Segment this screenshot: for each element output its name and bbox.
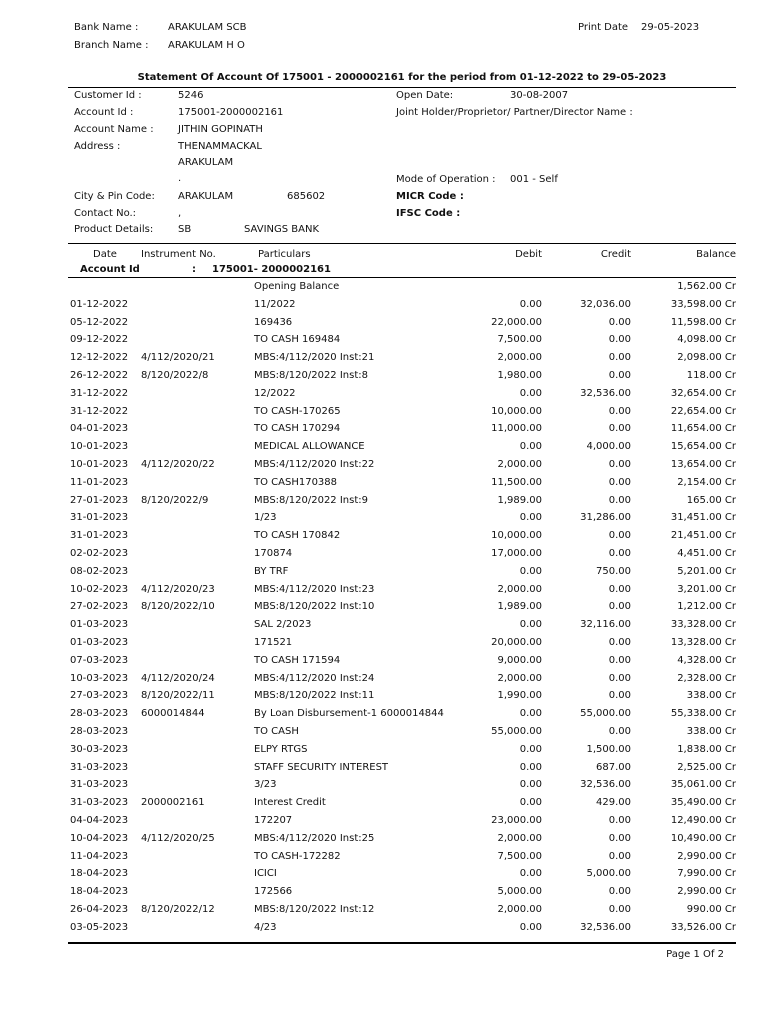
balance-cell: 1,562.00 Cr: [677, 281, 736, 292]
instrument-cell: 6000014844: [141, 708, 205, 720]
balance-cell: 2,098.00 Cr: [677, 352, 736, 364]
credit-cell: 32,116.00: [580, 619, 631, 631]
date-cell: 11-04-2023: [70, 850, 129, 862]
date-cell: 26-04-2023: [70, 904, 129, 915]
particulars-cell: MBS:8/120/2022 Inst:11: [254, 690, 375, 702]
balance-cell: 10,490.00 Cr: [670, 832, 736, 844]
account-name: JITHIN GOPINATH: [178, 124, 263, 135]
table-row: [0, 281, 768, 299]
table-row: [0, 868, 768, 886]
balance-cell: 2,990.00 Cr: [677, 850, 736, 862]
debit-cell: 9,000.00: [497, 654, 542, 666]
instrument-cell: 4/112/2020/22: [141, 459, 215, 470]
date-cell: 31-12-2022: [70, 405, 129, 417]
debit-cell: 10,000.00: [491, 405, 542, 417]
credit-cell: 32,536.00: [580, 779, 631, 791]
debit-cell: 0.00: [519, 565, 542, 577]
debit-cell: 7,500.00: [497, 850, 542, 862]
table-row: [0, 637, 768, 655]
debit-cell: 0.00: [519, 797, 542, 809]
balance-cell: 4,451.00 Cr: [677, 548, 736, 559]
particulars-cell: 4/23: [254, 921, 277, 933]
table-row: [0, 406, 768, 424]
balance-cell: 33,526.00 Cr: [670, 921, 736, 933]
instrument-cell: 4/112/2020/21: [141, 352, 215, 364]
product-code: SB: [178, 224, 192, 235]
header-date: Date: [93, 249, 117, 260]
open-date-label: Open Date:: [396, 90, 454, 101]
date-cell: 10-02-2023: [70, 583, 129, 595]
balance-cell: 165.00 Cr: [686, 494, 736, 506]
credit-cell: 0.00: [608, 494, 631, 506]
date-cell: 01-12-2022: [70, 298, 129, 310]
particulars-cell: MBS:4/112/2020 Inst:22: [254, 459, 375, 470]
credit-cell: 0.00: [608, 654, 631, 666]
print-date: 29-05-2023: [641, 22, 700, 33]
account-row-label: Account Id: [80, 264, 140, 275]
credit-cell: 0.00: [608, 459, 631, 470]
table-row: [0, 655, 768, 673]
particulars-cell: STAFF SECURITY INTEREST: [254, 761, 389, 773]
balance-cell: 2,990.00 Cr: [677, 886, 736, 898]
debit-cell: 1,980.00: [497, 370, 542, 381]
table-row: [0, 851, 768, 869]
particulars-cell: MBS:8/120/2022 Inst:9: [254, 494, 368, 506]
balance-cell: 33,328.00 Cr: [670, 619, 736, 631]
credit-cell: 0.00: [608, 316, 631, 328]
date-cell: 31-12-2022: [70, 387, 129, 399]
credit-cell: 32,536.00: [580, 387, 631, 399]
particulars-cell: 169436: [254, 316, 293, 328]
balance-cell: 35,061.00 Cr: [670, 779, 736, 791]
debit-cell: 2,000.00: [497, 832, 542, 844]
city: ARAKULAM: [178, 191, 234, 202]
balance-cell: 7,990.00 Cr: [677, 868, 736, 880]
table-row: [0, 317, 768, 335]
balance-cell: 11,598.00 Cr: [670, 316, 736, 328]
debit-cell: 1,989.00: [497, 494, 542, 506]
balance-cell: 3,201.00 Cr: [677, 583, 736, 595]
debit-cell: 0.00: [519, 868, 542, 880]
date-cell: 01-03-2023: [70, 619, 129, 631]
table-row: [0, 477, 768, 495]
credit-cell: 31,286.00: [580, 512, 631, 524]
particulars-cell: MBS:4/112/2020 Inst:23: [254, 583, 375, 595]
table-row: [0, 922, 768, 940]
date-cell: 04-04-2023: [70, 815, 129, 826]
instrument-cell: 8/120/2022/12: [141, 904, 215, 915]
credit-cell: 32,536.00: [580, 921, 631, 933]
credit-cell: 750.00: [596, 565, 631, 577]
table-bottom-divider: [68, 942, 736, 944]
date-cell: 27-02-2023: [70, 601, 129, 613]
particulars-cell: ELPY RTGS: [254, 743, 308, 755]
debit-cell: 20,000.00: [491, 637, 542, 648]
table-row: [0, 584, 768, 602]
table-row: [0, 423, 768, 441]
debit-cell: 2,000.00: [497, 672, 542, 684]
debit-cell: 0.00: [519, 743, 542, 755]
credit-cell: 687.00: [596, 761, 631, 773]
credit-cell: 0.00: [608, 726, 631, 737]
credit-cell: 4,000.00: [586, 441, 631, 453]
balance-cell: 118.00 Cr: [686, 370, 736, 381]
table-row: [0, 495, 768, 513]
particulars-cell: TO CASH 170294: [254, 423, 341, 435]
date-cell: 10-03-2023: [70, 672, 129, 684]
debit-cell: 2,000.00: [497, 459, 542, 470]
particulars-cell: MBS:8/120/2022 Inst:8: [254, 370, 368, 381]
account-row-separator: :: [192, 264, 196, 275]
address-label: Address :: [74, 141, 121, 152]
credit-cell: 5,000.00: [586, 868, 631, 880]
particulars-cell: TO CASH 170842: [254, 530, 341, 542]
credit-cell: 0.00: [608, 637, 631, 648]
date-cell: 27-03-2023: [70, 690, 129, 702]
balance-cell: 1,838.00 Cr: [677, 743, 736, 755]
instrument-cell: 8/120/2022/9: [141, 494, 209, 506]
instrument-cell: 4/112/2020/24: [141, 672, 215, 684]
credit-cell: 0.00: [608, 690, 631, 702]
debit-cell: 1,990.00: [497, 690, 542, 702]
particulars-cell: MBS:4/112/2020 Inst:21: [254, 352, 375, 364]
table-row: [0, 512, 768, 530]
account-row-value: 175001- 2000002161: [212, 264, 331, 275]
mode-of-operation: 001 - Self: [510, 174, 558, 185]
balance-cell: 21,451.00 Cr: [670, 530, 736, 542]
date-cell: 08-02-2023: [70, 565, 129, 577]
table-row: [0, 673, 768, 691]
balance-cell: 2,328.00 Cr: [677, 672, 736, 684]
table-row: [0, 619, 768, 637]
particulars-cell: SAL 2/2023: [254, 619, 312, 631]
date-cell: 31-01-2023: [70, 512, 129, 524]
credit-cell: 429.00: [596, 797, 631, 809]
credit-cell: 32,036.00: [580, 298, 631, 310]
credit-cell: 0.00: [608, 832, 631, 844]
particulars-cell: Interest Credit: [254, 797, 326, 809]
debit-cell: 1,989.00: [497, 601, 542, 613]
header-debit: Debit: [515, 249, 542, 260]
date-cell: 31-01-2023: [70, 530, 129, 542]
table-row: [0, 904, 768, 922]
table-row: [0, 690, 768, 708]
bank-name-label: Bank Name :: [74, 22, 139, 33]
credit-cell: 0.00: [608, 904, 631, 915]
account-name-label: Account Name :: [74, 124, 154, 135]
balance-cell: 22,654.00 Cr: [670, 405, 736, 417]
header-credit: Credit: [600, 249, 631, 260]
contact-value: ,: [178, 208, 182, 219]
date-cell: 09-12-2022: [70, 334, 129, 346]
date-cell: 03-05-2023: [70, 921, 129, 933]
open-date: 30-08-2007: [510, 90, 569, 101]
particulars-cell: 12/2022: [254, 387, 296, 399]
debit-cell: 11,000.00: [491, 423, 542, 435]
credit-cell: 0.00: [608, 850, 631, 862]
date-cell: 31-03-2023: [70, 779, 129, 791]
contact-label: Contact No.:: [74, 208, 137, 219]
date-cell: 04-01-2023: [70, 423, 129, 435]
joint-holder-label: Joint Holder/Proprietor/ Partner/Director Name :: [396, 107, 633, 118]
debit-cell: 2,000.00: [497, 904, 542, 915]
header-balance: Balance: [696, 249, 736, 260]
particulars-cell: 171521: [254, 637, 293, 648]
debit-cell: 55,000.00: [491, 726, 542, 737]
table-row: [0, 886, 768, 904]
credit-cell: 55,000.00: [580, 708, 631, 720]
table-row: [0, 744, 768, 762]
particulars-cell: TO CASH-170265: [254, 405, 341, 417]
debit-cell: 0.00: [519, 441, 542, 453]
page-number: Page 1 Of 2: [666, 949, 724, 960]
balance-cell: 2,525.00 Cr: [677, 761, 736, 773]
debit-cell: 5,000.00: [497, 886, 542, 898]
customer-id: 5246: [178, 90, 204, 101]
mode-of-operation-label: Mode of Operation :: [396, 174, 496, 185]
particulars-cell: BY TRF: [254, 565, 289, 577]
debit-cell: 23,000.00: [491, 815, 542, 826]
product-name: SAVINGS BANK: [244, 224, 320, 235]
date-cell: 10-01-2023: [70, 459, 129, 470]
balance-cell: 4,098.00 Cr: [677, 334, 736, 346]
credit-cell: 0.00: [608, 370, 631, 381]
credit-cell: 0.00: [608, 334, 631, 346]
table-row: [0, 566, 768, 584]
credit-cell: 0.00: [608, 672, 631, 684]
particulars-cell: TO CASH-172282: [254, 850, 341, 862]
credit-cell: 0.00: [608, 886, 631, 898]
particulars-cell: TO CASH 171594: [254, 654, 341, 666]
particulars-cell: MBS:8/120/2022 Inst:10: [254, 601, 375, 613]
debit-cell: 11,500.00: [491, 476, 542, 488]
credit-cell: 0.00: [608, 423, 631, 435]
address-line-2: ARAKULAM: [178, 157, 234, 168]
date-cell: 01-03-2023: [70, 637, 129, 648]
credit-cell: 0.00: [608, 548, 631, 559]
table-header-divider: [68, 277, 736, 278]
credit-cell: 0.00: [608, 530, 631, 542]
table-row: [0, 370, 768, 388]
table-row: [0, 352, 768, 370]
debit-cell: 0.00: [519, 512, 542, 524]
date-cell: 31-03-2023: [70, 797, 129, 809]
customer-id-label: Customer Id :: [74, 90, 142, 101]
account-id-row: [0, 264, 768, 282]
particulars-cell: 172207: [254, 815, 293, 826]
balance-cell: 12,490.00 Cr: [670, 815, 736, 826]
balance-cell: 32,654.00 Cr: [670, 387, 736, 399]
pin-code: 685602: [287, 191, 326, 202]
debit-cell: 0.00: [519, 387, 542, 399]
particulars-cell: By Loan Disbursement-1 6000014844: [254, 708, 444, 720]
table-row: [0, 708, 768, 726]
date-cell: 12-12-2022: [70, 352, 129, 364]
date-cell: 05-12-2022: [70, 316, 129, 328]
table-row: [0, 815, 768, 833]
date-cell: 26-12-2022: [70, 370, 129, 381]
address-line-1: THENAMMACKAL: [178, 141, 262, 152]
debit-cell: 7,500.00: [497, 334, 542, 346]
table-top-divider: [68, 243, 736, 244]
date-cell: 10-01-2023: [70, 441, 129, 453]
balance-cell: 13,328.00 Cr: [670, 637, 736, 648]
table-row: [0, 779, 768, 797]
particulars-cell: ICICI: [254, 868, 277, 880]
table-row: [0, 548, 768, 566]
ifsc-code-label: IFSC Code :: [396, 208, 461, 219]
debit-cell: 0.00: [519, 708, 542, 720]
instrument-cell: 8/120/2022/8: [141, 370, 209, 381]
branch-name: ARAKULAM H O: [168, 40, 245, 51]
date-cell: 10-04-2023: [70, 832, 129, 844]
branch-name-label: Branch Name :: [74, 40, 149, 51]
particulars-cell: TO CASH: [254, 726, 299, 737]
particulars-cell: 1/23: [254, 512, 277, 524]
instrument-cell: 4/112/2020/23: [141, 583, 215, 595]
credit-cell: 0.00: [608, 815, 631, 826]
debit-cell: 17,000.00: [491, 548, 542, 559]
date-cell: 07-03-2023: [70, 654, 129, 666]
balance-cell: 2,154.00 Cr: [677, 476, 736, 488]
credit-cell: 0.00: [608, 583, 631, 595]
table-row: [0, 530, 768, 548]
debit-cell: 2,000.00: [497, 352, 542, 364]
instrument-cell: 8/120/2022/11: [141, 690, 215, 702]
date-cell: 28-03-2023: [70, 726, 129, 737]
date-cell: 30-03-2023: [70, 743, 129, 755]
bank-name: ARAKULAM SCB: [168, 22, 247, 33]
table-row: [0, 334, 768, 352]
balance-cell: 5,201.00 Cr: [677, 565, 736, 577]
city-pin-label: City & Pin Code:: [74, 191, 155, 202]
particulars-cell: 11/2022: [254, 298, 296, 310]
table-row: [0, 833, 768, 851]
particulars-cell: TO CASH 169484: [254, 334, 341, 346]
debit-cell: 0.00: [519, 761, 542, 773]
account-id: 175001-2000002161: [178, 107, 284, 118]
credit-cell: 0.00: [608, 601, 631, 613]
debit-cell: 0.00: [519, 921, 542, 933]
table-row: [0, 459, 768, 477]
product-label: Product Details:: [74, 224, 154, 235]
date-cell: 11-01-2023: [70, 476, 129, 488]
table-row: [0, 726, 768, 744]
balance-cell: 15,654.00 Cr: [670, 441, 736, 453]
table-row: [0, 762, 768, 780]
debit-cell: 0.00: [519, 779, 542, 791]
particulars-cell: 3/23: [254, 779, 277, 791]
balance-cell: 338.00 Cr: [686, 726, 736, 737]
date-cell: 28-03-2023: [70, 708, 129, 720]
date-cell: 18-04-2023: [70, 886, 129, 898]
debit-cell: 2,000.00: [497, 583, 542, 595]
balance-cell: 4,328.00 Cr: [677, 654, 736, 666]
title-divider: [68, 87, 736, 88]
instrument-cell: 8/120/2022/10: [141, 601, 215, 613]
micr-code-label: MICR Code :: [396, 191, 464, 202]
balance-cell: 990.00 Cr: [686, 904, 736, 915]
debit-cell: 0.00: [519, 619, 542, 631]
table-row: [0, 388, 768, 406]
credit-cell: 1,500.00: [586, 743, 631, 755]
header-particulars: Particulars: [258, 249, 311, 260]
table-row: [0, 797, 768, 815]
date-cell: 18-04-2023: [70, 868, 129, 880]
statement-title: Statement Of Account Of 175001 - 2000002161 for the period from 01-12-2022 to 29-05-2023: [137, 72, 667, 83]
address-line-3: .: [178, 173, 182, 184]
debit-cell: 0.00: [519, 298, 542, 310]
balance-cell: 1,212.00 Cr: [677, 601, 736, 613]
particulars-cell: 172566: [254, 886, 293, 898]
balance-cell: 338.00 Cr: [686, 690, 736, 702]
table-row: [0, 299, 768, 317]
debit-cell: 22,000.00: [491, 316, 542, 328]
instrument-cell: 4/112/2020/25: [141, 832, 215, 844]
balance-cell: 11,654.00 Cr: [670, 423, 736, 435]
particulars-cell: MBS:4/112/2020 Inst:24: [254, 672, 375, 684]
debit-cell: 10,000.00: [491, 530, 542, 542]
balance-cell: 35,490.00 Cr: [670, 797, 736, 809]
header-instrument: Instrument No.: [141, 249, 216, 260]
table-row: [0, 441, 768, 459]
particulars-cell: TO CASH170388: [254, 476, 338, 488]
particulars-cell: MEDICAL ALLOWANCE: [254, 441, 365, 453]
date-cell: 27-01-2023: [70, 494, 129, 506]
particulars-cell: MBS:8/120/2022 Inst:12: [254, 904, 375, 915]
credit-cell: 0.00: [608, 405, 631, 417]
credit-cell: 0.00: [608, 352, 631, 364]
account-id-label: Account Id :: [74, 107, 134, 118]
date-cell: 31-03-2023: [70, 761, 129, 773]
particulars-cell: 170874: [254, 548, 293, 559]
credit-cell: 0.00: [608, 476, 631, 488]
table-row: [0, 601, 768, 619]
instrument-cell: 2000002161: [141, 797, 205, 809]
balance-cell: 33,598.00 Cr: [670, 298, 736, 310]
particulars-cell: Opening Balance: [254, 281, 340, 292]
date-cell: 02-02-2023: [70, 548, 129, 559]
balance-cell: 55,338.00 Cr: [670, 708, 736, 720]
balance-cell: 31,451.00 Cr: [670, 512, 736, 524]
balance-cell: 13,654.00 Cr: [670, 459, 736, 470]
particulars-cell: MBS:4/112/2020 Inst:25: [254, 832, 375, 844]
print-date-label: Print Date: [578, 22, 629, 33]
